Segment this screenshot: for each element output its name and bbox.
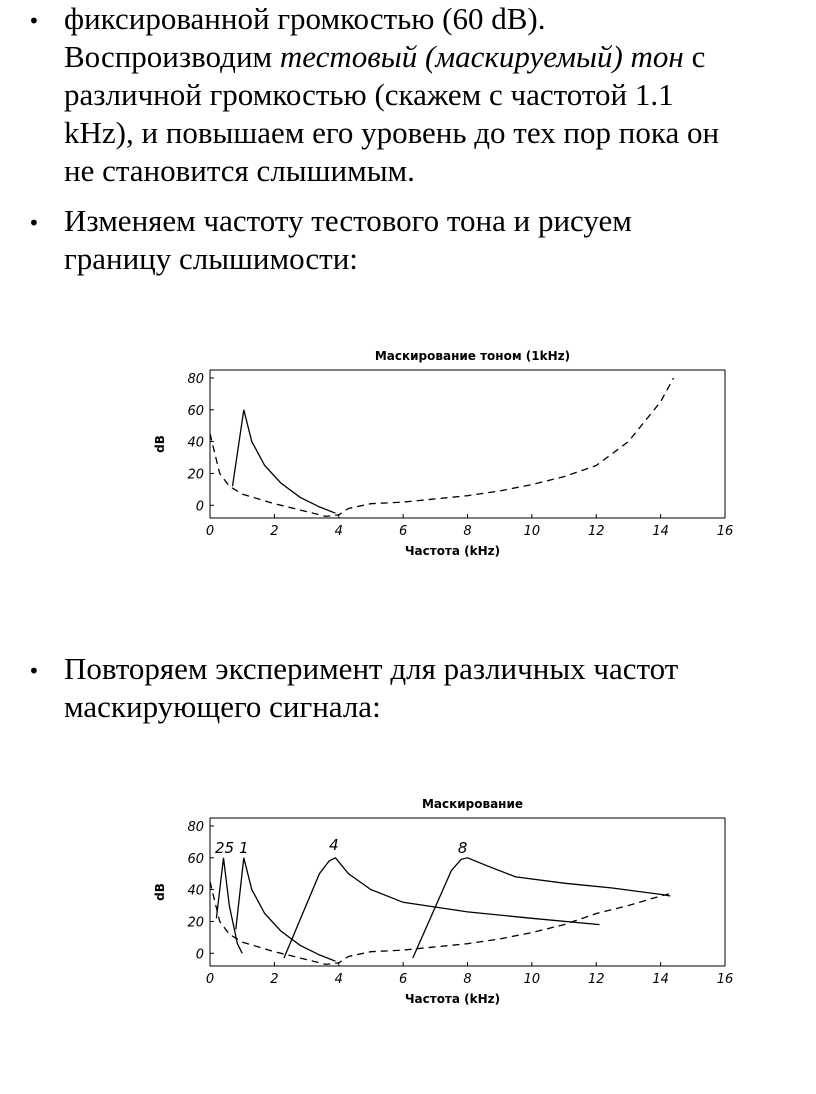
text-line <box>64 152 798 190</box>
chart-masking <box>140 788 740 1013</box>
y-tick-label: 40 <box>187 883 204 899</box>
x-tick-label: 8 <box>463 524 472 539</box>
x-tick-label: 12 <box>587 972 605 987</box>
y-axis-label: dB <box>153 883 167 901</box>
y-axis-label: dB <box>153 435 167 453</box>
series-line-masking-4khz <box>284 858 600 958</box>
italic-run: тестовый (маскируемый) тон <box>279 39 684 74</box>
text-line <box>64 650 798 688</box>
curve-label: 4 <box>329 835 339 854</box>
x-tick-label: 16 <box>716 972 734 987</box>
y-tick-label: 0 <box>195 499 204 515</box>
text-run: не становится слышимым. <box>64 153 415 188</box>
y-tick-label: 40 <box>187 435 204 451</box>
series-line-threshold <box>210 882 674 965</box>
x-tick-label: 0 <box>205 972 215 987</box>
x-tick-label: 10 <box>523 524 541 539</box>
bullet-item <box>28 650 798 730</box>
x-tick-label: 4 <box>334 524 343 539</box>
text-run: фиксированной громкостью (60 dB). <box>64 1 546 36</box>
text-line <box>64 114 798 152</box>
bullet-text <box>64 0 798 190</box>
curve-label: 8 <box>457 839 468 858</box>
chart-svg <box>140 788 740 1013</box>
curve-label: 25 <box>214 839 235 858</box>
y-tick-label: 60 <box>187 403 204 419</box>
text-line <box>64 202 798 240</box>
x-tick-label: 12 <box>587 524 605 539</box>
text-run: различной громкостью (скажем с частотой 1.1 <box>64 77 674 112</box>
series-line-masking-1khz <box>236 858 336 961</box>
y-tick-label: 0 <box>195 947 204 963</box>
text-line <box>64 38 798 76</box>
x-tick-label: 14 <box>652 972 669 987</box>
text-run: Повторяем эксперимент для различных частот <box>64 651 679 686</box>
text-line <box>64 0 798 38</box>
bullet-marker: • <box>28 211 40 235</box>
x-tick-label: 16 <box>716 524 734 539</box>
bullet-marker: • <box>28 9 40 33</box>
text-run: границу слышимости: <box>64 241 358 276</box>
x-tick-label: 10 <box>523 972 541 987</box>
bullet-item <box>28 202 798 282</box>
bullet-item <box>28 0 798 190</box>
text-run: с <box>683 39 706 74</box>
chart-title: Маскирование <box>421 797 524 811</box>
y-tick-label: 60 <box>187 851 204 867</box>
x-tick-label: 2 <box>270 972 279 987</box>
text-line <box>64 76 798 114</box>
series-line-masking-1khz <box>233 410 336 513</box>
y-tick-label: 20 <box>187 915 204 931</box>
bullet-text <box>64 202 798 278</box>
text-run: Изменяем частоту тестового тона и рисуем <box>64 203 632 238</box>
y-tick-label: 80 <box>187 371 204 387</box>
text-run: kHz), и повышаем его уровень до тех пор пока он <box>64 115 720 150</box>
x-axis-label: Частота (kHz) <box>404 544 501 558</box>
y-tick-label: 20 <box>187 467 204 483</box>
chart-svg <box>140 340 740 570</box>
y-tick-label: 80 <box>187 819 204 835</box>
text-run: Воспроизводим <box>64 39 280 74</box>
x-tick-label: 0 <box>205 524 215 539</box>
x-tick-label: 6 <box>398 524 408 539</box>
x-tick-label: 8 <box>463 972 472 987</box>
x-tick-label: 14 <box>652 524 669 539</box>
x-tick-label: 6 <box>398 972 408 987</box>
series-line-masking-8khz <box>413 858 671 958</box>
x-tick-label: 2 <box>270 524 279 539</box>
text-line <box>64 688 798 726</box>
curve-label: 1 <box>239 839 249 858</box>
bullet-marker: • <box>28 659 40 683</box>
chart-tone-masking <box>140 340 740 570</box>
x-axis-label: Частота (kHz) <box>404 992 501 1006</box>
series-line-threshold <box>210 378 674 516</box>
chart-title: Маскирование тоном (1kHz) <box>374 349 571 363</box>
x-tick-label: 4 <box>334 972 343 987</box>
bullet-text <box>64 650 798 726</box>
text-line <box>64 240 798 278</box>
text-run: маскирующего сигнала: <box>64 689 381 724</box>
